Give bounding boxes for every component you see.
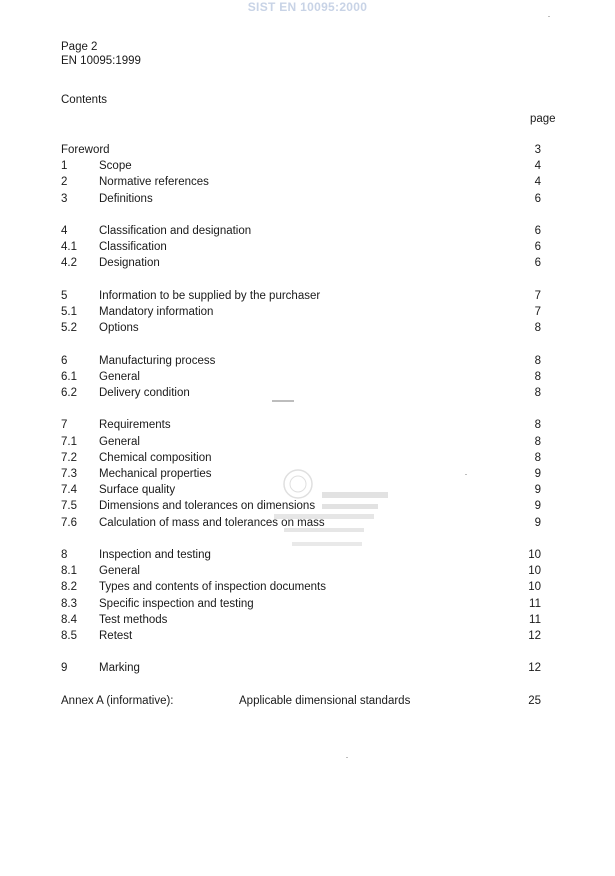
toc-entry <box>0 467 615 481</box>
annex-title: Applicable dimensional standards <box>239 695 411 707</box>
toc-entry-number: 9 <box>61 662 68 675</box>
toc-entry-page: 10 <box>528 565 541 578</box>
toc-entry <box>0 370 615 384</box>
toc-entry-page: 8 <box>534 370 541 383</box>
toc-entry-title: Inspection and testing <box>99 549 211 561</box>
toc-entry-title: Mechanical properties <box>99 468 212 480</box>
toc-entry-page: 9 <box>534 468 541 480</box>
annex-label: Annex A (informative): <box>61 695 174 707</box>
page-number-label: Page 2 <box>61 41 98 53</box>
toc-entry-title: Classification <box>99 241 167 254</box>
toc-entry-page: 11 <box>529 597 541 610</box>
toc-entry <box>0 499 615 513</box>
toc-entry-number: 7.6 <box>61 516 77 529</box>
toc-entry-number: 8.3 <box>61 597 77 610</box>
toc-entry-number: 5 <box>61 289 68 302</box>
toc-entry-number: 8.4 <box>61 613 77 626</box>
toc-entry-number: 6 <box>61 354 68 367</box>
toc-entry-title: Normative references <box>99 176 209 189</box>
toc-entry-number: 6.1 <box>61 370 77 383</box>
toc-entry <box>0 661 615 675</box>
toc-entry-number: 4.1 <box>61 241 77 254</box>
toc-entry-title: Types and contents of inspection documents <box>99 581 326 594</box>
toc-entry-page: 3 <box>534 144 541 156</box>
toc-entry-number: 6.2 <box>61 387 77 399</box>
toc-entry-number: 2 <box>61 176 68 189</box>
toc-entry-page: 7 <box>534 306 541 318</box>
toc-entry <box>0 175 615 189</box>
toc-entry-title: Foreword <box>61 144 110 156</box>
toc-entry-number: 7.3 <box>61 468 77 480</box>
toc-entry-page: 11 <box>529 613 541 626</box>
toc-entry-title: Surface quality <box>99 484 176 497</box>
toc-entry <box>0 483 615 497</box>
toc-entry-title: Classification and designation <box>99 225 252 237</box>
toc-entry-page: 7 <box>534 289 541 302</box>
toc-entry <box>0 321 615 335</box>
toc-entry-title: Marking <box>99 662 140 675</box>
toc-entry-title: General <box>99 435 140 448</box>
toc-entry-number: 7.5 <box>61 500 77 513</box>
toc-entry-number: 7 <box>61 419 68 432</box>
toc-entry-title: Designation <box>99 257 160 270</box>
scan-speck <box>272 400 294 402</box>
toc-entry-title: Manufacturing process <box>99 354 216 367</box>
toc-entry-number: 1 <box>61 160 68 173</box>
scan-speck <box>346 757 348 758</box>
toc-entry-number: 8.1 <box>61 565 77 578</box>
toc-entry <box>0 580 615 594</box>
toc-entry-page: 12 <box>528 662 541 675</box>
toc-entry-title: Calculation of mass and tolerances on mass <box>99 516 325 529</box>
toc-entry <box>0 256 615 270</box>
watermark: SIST EN 10095:2000 <box>247 0 368 14</box>
toc-entry <box>0 224 615 238</box>
toc-entry <box>0 613 615 627</box>
toc-entry-page: 10 <box>528 549 541 561</box>
toc-entry <box>0 240 615 254</box>
toc-entry-page: 9 <box>534 484 541 497</box>
toc-entry-title: Dimensions and tolerances on dimensions <box>99 500 316 513</box>
toc-entry-number: 8 <box>61 549 68 561</box>
toc-entry <box>0 516 615 530</box>
toc-entry-page: 6 <box>534 241 541 254</box>
toc-entry <box>0 143 615 157</box>
toc-entry-title: Information to be supplied by the purchaser <box>99 289 321 302</box>
toc-entry-title: Requirements <box>99 419 171 432</box>
toc-entry-page: 4 <box>534 176 541 189</box>
toc-entry-number: 5.1 <box>61 306 77 318</box>
toc-entry-title: Definitions <box>99 192 153 205</box>
toc-entry-title: Scope <box>99 160 132 173</box>
toc-entry <box>0 192 615 206</box>
annex-page: 25 <box>528 695 541 707</box>
toc-entry-page: 8 <box>534 435 541 448</box>
toc-entry-title: Delivery condition <box>99 387 190 399</box>
toc-entry-number: 7.2 <box>61 451 77 464</box>
standard-id: EN 10095:1999 <box>61 55 141 67</box>
toc-entry-page: 8 <box>534 419 541 432</box>
toc-entry-page: 4 <box>534 160 541 173</box>
toc-entry <box>0 629 615 643</box>
annex-row <box>0 694 615 708</box>
toc-entry-title: Test methods <box>99 613 168 626</box>
toc-entry-title: Mandatory information <box>99 306 214 318</box>
toc-entry-number: 8.5 <box>61 630 77 642</box>
toc-entry-page: 9 <box>534 500 541 513</box>
toc-entry-page: 10 <box>528 581 541 594</box>
toc-entry <box>0 289 615 303</box>
toc-entry <box>0 451 615 465</box>
toc-entry-number: 4.2 <box>61 257 77 270</box>
page-column-label: page <box>530 113 556 125</box>
toc-entry-page: 6 <box>534 257 541 270</box>
toc-entry <box>0 435 615 449</box>
toc-entry-number: 3 <box>61 192 68 205</box>
toc-entry-number: 7.1 <box>61 435 77 448</box>
toc-entry <box>0 159 615 173</box>
toc-entry-title: General <box>99 370 140 383</box>
toc-entry-number: 4 <box>61 225 68 237</box>
toc-entry <box>0 564 615 578</box>
scan-speck <box>548 16 550 17</box>
toc-entry-page: 8 <box>534 322 541 335</box>
toc-entry-page: 8 <box>534 451 541 464</box>
toc-entry-title: Chemical composition <box>99 451 212 464</box>
scan-speck <box>465 474 467 475</box>
toc-entry-page: 8 <box>534 387 541 399</box>
toc-entry-number: 5.2 <box>61 322 77 335</box>
toc-entry <box>0 386 615 400</box>
contents-heading: Contents <box>61 94 108 106</box>
toc-entry-page: 8 <box>534 354 541 367</box>
toc-entry <box>0 354 615 368</box>
toc-entry-title: Retest <box>99 630 133 642</box>
toc-entry-page: 9 <box>534 516 541 529</box>
toc-entry-number: 7.4 <box>61 484 77 497</box>
toc-entry-page: 6 <box>534 192 541 205</box>
toc-entry-page: 12 <box>528 630 541 642</box>
toc-entry-number: 8.2 <box>61 581 77 594</box>
toc-entry <box>0 305 615 319</box>
toc-entry-page: 6 <box>534 225 541 237</box>
toc-entry <box>0 597 615 611</box>
toc-entry-title: Specific inspection and testing <box>99 597 254 610</box>
toc-entry-title: General <box>99 565 140 578</box>
toc-entry <box>0 418 615 432</box>
toc-entry-title: Options <box>99 322 139 335</box>
toc-entry <box>0 548 615 562</box>
